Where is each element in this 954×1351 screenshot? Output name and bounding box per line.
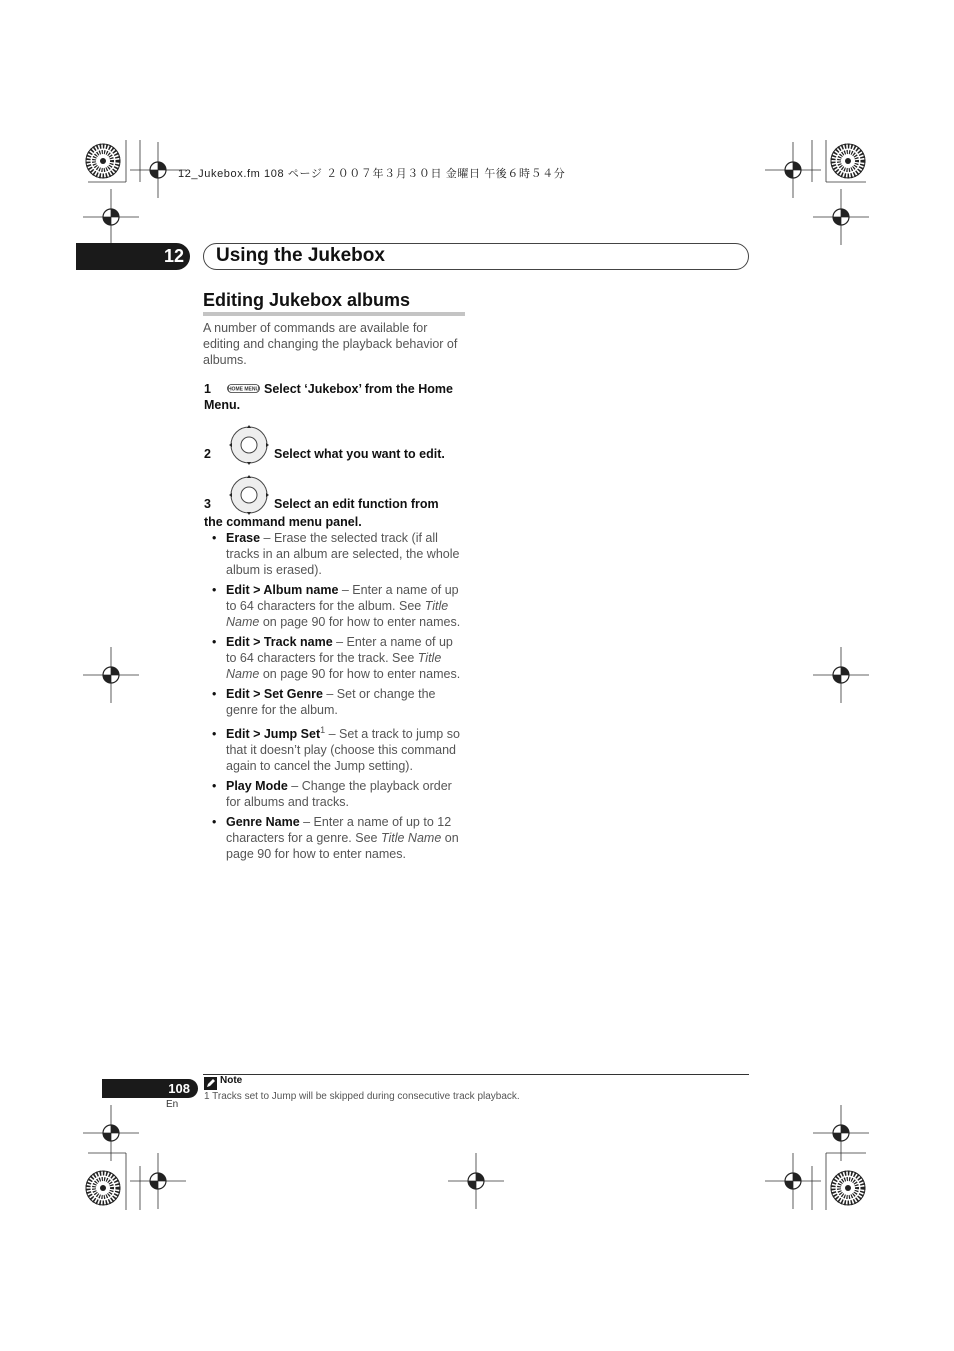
navigation-pad-icon — [228, 424, 270, 466]
language-code: En — [166, 1099, 179, 1110]
home-menu-button-icon — [227, 384, 260, 393]
crosshair-icon — [765, 142, 821, 198]
note-pencil-icon — [204, 1077, 217, 1090]
page-number: 108 — [102, 1079, 198, 1098]
list-item: • Edit > Track name – Enter a name of up to 64 characters for the track. See Title Name on page 90 for how to enter names. — [212, 635, 461, 681]
chapter-title: Using the Jukebox — [216, 245, 385, 266]
crosshair-icon — [130, 1153, 186, 1209]
footnote: 1 Tracks set to Jump will be skipped during consecutive track playback. — [204, 1091, 520, 1102]
step-3-text: Select an edit function from — [274, 497, 439, 511]
step-3-text-cont: the command menu panel. — [204, 515, 362, 529]
home-menu-button-text: HOME MENU — [227, 386, 260, 393]
file-header: 12_Jukebox.fm 108 ページ ２００７年３月３０日 金曜日 午後６時５４分 — [178, 168, 566, 180]
crosshair-icon — [765, 1153, 821, 1209]
chapter-number-badge: 12 — [76, 243, 190, 270]
crosshair-icon — [813, 189, 869, 245]
registration-sun-icon — [831, 144, 865, 178]
note-label: Note — [220, 1075, 243, 1086]
cross-reference: Title Name — [226, 651, 442, 681]
navigation-pad-icon — [228, 474, 270, 516]
footnote-marker: 1 — [320, 724, 326, 735]
crosshair-icon — [813, 647, 869, 703]
intro-paragraph: A number of commands are available for editing and changing the playback behavior of albums. — [203, 321, 458, 367]
list-item: • Edit > Album name – Enter a name of up to 64 characters for the album. See Title Name on page 90 for how to enter names. — [212, 583, 461, 629]
step-3-number: 3 — [204, 497, 211, 511]
list-item: • Edit > Jump Set$^1$ – Set a track to jump so that it doesn’t play (choose this command again to cancel the Jump setting). — [212, 724, 460, 773]
section-title: Editing Jukebox albums — [203, 290, 411, 310]
list-item: • Play Mode – Change the playback order for albums and tracks. — [212, 779, 452, 809]
step-1-number: 1 — [204, 382, 211, 396]
crosshair-icon — [83, 647, 139, 703]
registration-sun-icon — [86, 1171, 120, 1205]
list-item: • Erase – Erase the selected track (if all tracks in an album are selected, the whole album is erased). — [212, 531, 460, 577]
registration-sun-icon — [831, 1171, 865, 1205]
crosshair-icon — [83, 189, 139, 245]
step-1-text: Select ‘Jukebox’ from the Home — [264, 382, 453, 396]
step-1-text-cont: Menu. — [204, 398, 241, 412]
edit-functions-list — [212, 530, 465, 866]
note-divider — [203, 1074, 749, 1075]
cross-reference: Title Name — [380, 831, 442, 845]
step-2-number: 2 — [204, 447, 211, 461]
crosshair-icon — [448, 1153, 504, 1209]
cross-reference: Title Name — [226, 599, 449, 629]
registration-sun-icon — [86, 144, 120, 178]
section-title-underline — [203, 312, 465, 316]
list-item: • Genre Name – Enter a name of up to 12 characters for a genre. See Title Name on page 90 for how to enter names. — [212, 815, 459, 861]
step-2-text: Select what you want to edit. — [274, 447, 445, 461]
list-item: • Edit > Set Genre – Set or change the genre for the album. — [212, 687, 436, 717]
